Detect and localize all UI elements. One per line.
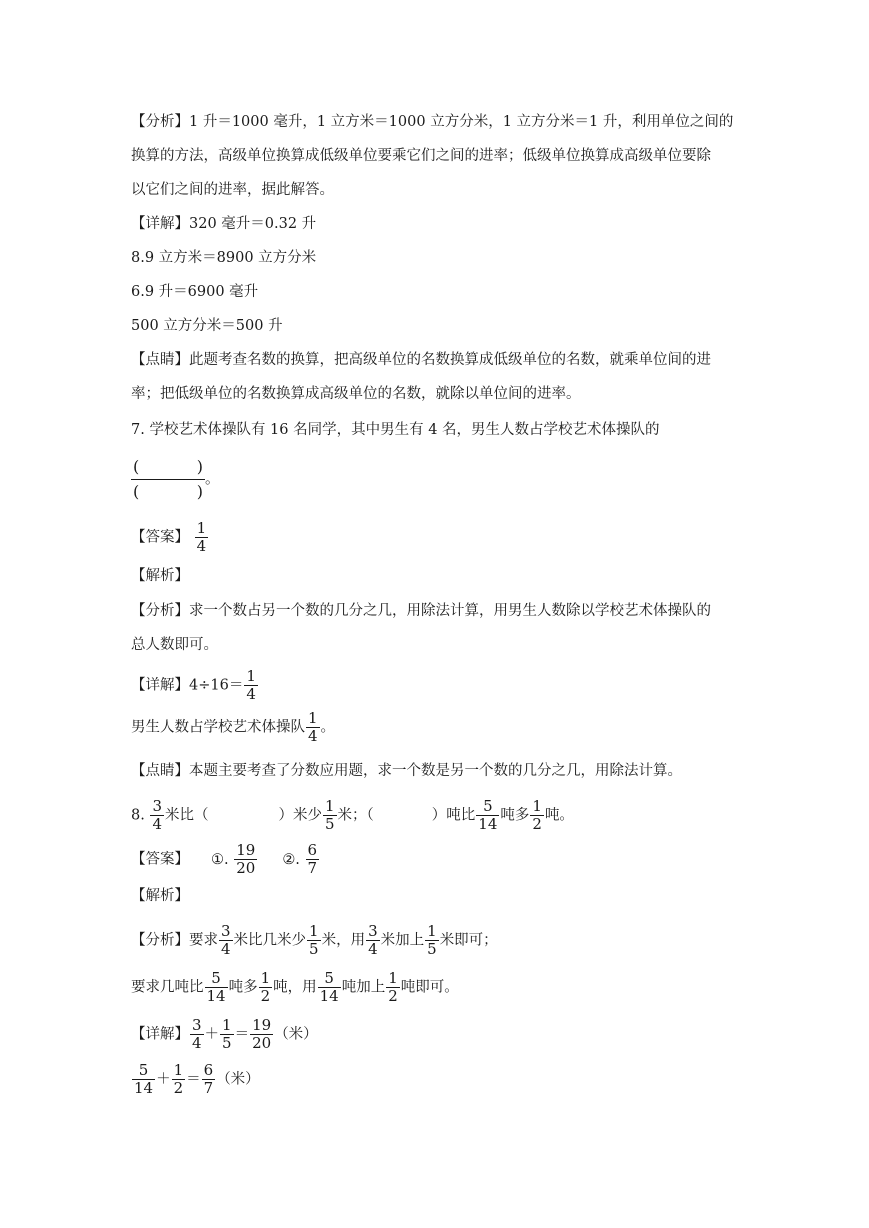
- question-text: 吨。: [544, 807, 574, 824]
- fraction: $\frac{5}{14}$: [206, 969, 226, 1005]
- question-text: 吨多: [500, 807, 530, 824]
- question-text: 米；（: [337, 807, 374, 824]
- paren-open: (: [133, 457, 140, 476]
- detail-line-4: 500 立方分米＝500 升: [131, 318, 283, 334]
- fraction: $\frac{1}{5}$: [222, 1016, 232, 1052]
- period: 。: [205, 471, 220, 488]
- comment-line-2: 率；把低级单位的名数换算成高级单位的名数，就除以单位间的进率。: [131, 386, 581, 402]
- analysis-7-line-1: [131, 601, 711, 621]
- fraction: $\frac{19}{20}$: [252, 1016, 272, 1052]
- explain-label-7: 【解析】: [131, 568, 189, 584]
- detail-line-3: 6.9 升＝6900 毫升: [131, 284, 259, 300]
- paren-open: (: [133, 482, 140, 501]
- question-8-text: [131, 798, 574, 833]
- detail-8-line-1: 【详解】 $\frac{3}{4}$ ＋ $\frac{1}{5}$ ＝ $\frac{19}{20}$ （米）: [131, 1016, 318, 1052]
- question-number: 8.: [131, 807, 145, 824]
- fraction: $\frac{1}{2}$: [260, 969, 271, 1005]
- analysis-line-2: 换算的方法，高级单位换算成低级单位要乘它们之间的进率；低级单位换算成高级单位要除: [131, 148, 711, 164]
- detail-line-2: 8.9 立方米＝8900 立方分米: [131, 250, 317, 266]
- option-marker: ②.: [282, 851, 300, 868]
- analysis-label: 【分析】: [131, 114, 189, 130]
- answer-7: [131, 520, 209, 555]
- fraction: $\frac{6}{7}$: [307, 841, 318, 877]
- analysis-8-line-1: 【分析】要求 $\frac{3}{4}$ 米比几米少 $\frac{1}{5}$ 米，用 $\frac{3}{4}$ 米加上 $\frac{1}{5}$ 米即可；: [131, 922, 498, 958]
- comment-7: [131, 761, 682, 781]
- question-text: 米比（: [165, 807, 209, 824]
- fraction: $\frac{1}{2}$: [173, 1061, 184, 1097]
- analysis-line-3: 以它们之间的进率，据此解答。: [131, 182, 334, 198]
- paren-close: ): [196, 482, 203, 501]
- fraction: $\frac{1}{5}$: [309, 922, 319, 958]
- comment-label: 【点睛】: [131, 763, 189, 779]
- analysis-text: 1 升＝1000 毫升，1 立方米＝1000 立方分米，1 立方分米＝1 升，利用单位之间的: [189, 114, 734, 130]
- answer-label: 【答案】: [131, 529, 189, 546]
- fraction: $\frac{5}{14}$: [134, 1061, 154, 1097]
- detail-line-1: [131, 214, 316, 234]
- answer-8: [131, 842, 320, 877]
- fraction: $\frac{19}{20}$: [236, 841, 256, 877]
- detail-label: 【详解】: [131, 216, 189, 232]
- detail-7: [131, 668, 259, 703]
- detail-expr: 4÷16＝: [189, 677, 244, 694]
- detail-8-line-2: $\frac{5}{14}$ ＋ $\frac{1}{2}$ ＝ $\frac{6}{7}$ （米）: [134, 1061, 260, 1097]
- question-7-blank-line: [131, 455, 220, 504]
- question-text: ）米少: [278, 807, 322, 824]
- conclusion-7: [131, 710, 335, 745]
- analysis-label: 【分析】: [131, 603, 189, 619]
- fraction: $\frac{1}{4}$: [196, 519, 207, 555]
- question-7-text: 7. 学校艺术体操队有 16 名同学，其中男生有 4 名，男生人数占学校艺术体操队的: [131, 422, 660, 438]
- fraction: $\frac{1}{4}$: [246, 667, 256, 703]
- analysis-line-1: [131, 112, 733, 132]
- option-marker: ①.: [211, 851, 229, 868]
- question-text: ）吨比: [431, 807, 476, 824]
- fraction: $\frac{3}{4}$: [368, 922, 378, 958]
- fraction: $\frac{3}{4}$: [192, 1016, 202, 1052]
- fraction: $\frac{1}{2}$: [532, 797, 542, 833]
- comment-text: 本题主要考查了分数应用题，求一个数是另一个数的几分之几，用除法计算。: [189, 763, 682, 779]
- fraction: $\frac{6}{7}$: [203, 1061, 214, 1097]
- analysis-label: 【分析】: [131, 932, 189, 949]
- fraction: $\frac{3}{4}$: [221, 922, 231, 958]
- detail-text: 320 毫升＝0.32 升: [189, 216, 317, 232]
- comment-line-1: [131, 350, 711, 370]
- analysis-text: 求一个数占另一个数的几分之几，用除法计算，用男生人数除以学校艺术体操队的: [189, 603, 711, 619]
- fraction: $\frac{5}{14}$: [478, 797, 498, 833]
- period: 。: [320, 719, 336, 736]
- detail-label: 【详解】: [131, 1026, 189, 1043]
- analysis-8-line-2: 要求几吨比 $\frac{5}{14}$ 吨多 $\frac{1}{2}$ 吨，用 $\frac{5}{14}$ 吨加上 $\frac{1}{2}$ 吨即可。: [131, 969, 459, 1005]
- fraction: $\frac{3}{4}$: [152, 797, 162, 833]
- conclusion-text: 男生人数占学校艺术体操队: [131, 719, 305, 736]
- paren-close: ): [196, 457, 203, 476]
- analysis-7-line-2: 总人数即可。: [131, 637, 218, 653]
- comment-text: 此题考查名数的换算，把高级单位的名数换算成低级单位的名数，就乘单位间的进: [189, 352, 711, 368]
- comment-label: 【点睛】: [131, 352, 189, 368]
- fraction: $\frac{5}{14}$: [319, 969, 339, 1005]
- answer-label: 【答案】: [131, 851, 189, 868]
- fraction: $\frac{1}{4}$: [308, 709, 318, 745]
- detail-label: 【详解】: [131, 677, 189, 694]
- fraction: $\frac{1}{2}$: [388, 969, 398, 1005]
- explain-label-8: 【解析】: [131, 888, 189, 904]
- blank-fraction: [131, 455, 205, 504]
- fraction: $\frac{1}{5}$: [427, 922, 437, 958]
- fraction: $\frac{1}{5}$: [325, 797, 335, 833]
